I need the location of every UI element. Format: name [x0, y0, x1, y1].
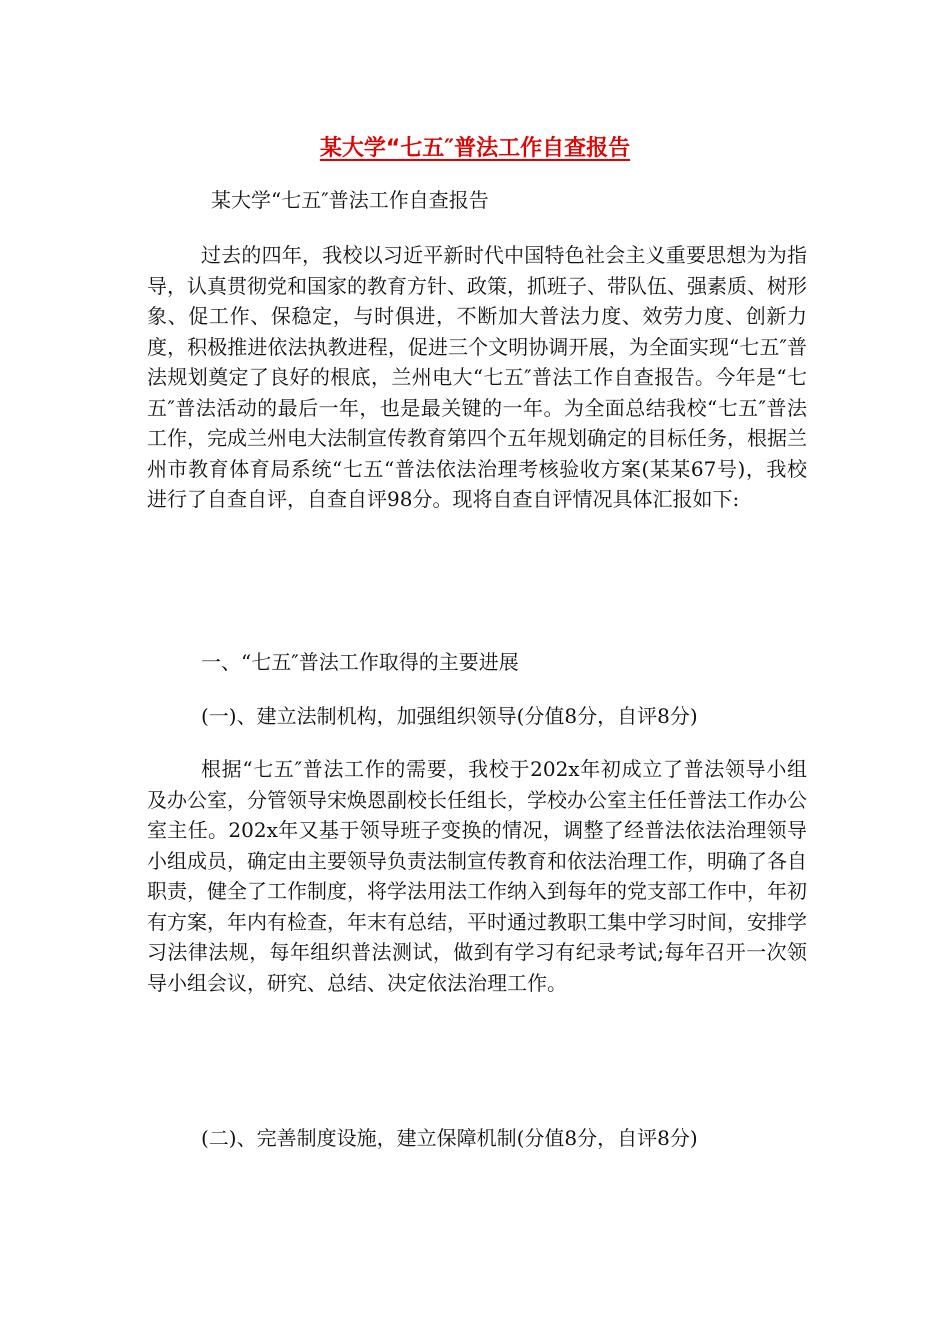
subsection-heading-system: (二)、完善制度设施，建立保障机制(分值8分，自评8分) — [201, 1126, 698, 1150]
document-title: 某大学“七五″普法工作自查报告 — [319, 136, 631, 161]
section-heading-progress: 一、“七五″普法工作取得的主要进展 — [201, 650, 519, 674]
intro-paragraph: 过去的四年，我校以习近平新时代中国特色社会主义重要思想为为指导，认真贯彻党和国家的教育方针、政策，抓班子、带队伍、强素质、树形象、促工作、保稳定，与时俱进，不断加大普法力度、效劳力度、创新力度，积极推进依法执教进程，促进三个文明协调开展，为全面实现“七五″普法规划奠定了良好的根底，兰州电大“七五″普法工作自查报告。今年是“七五″普法活动的最后一年，也是最关键的一年。为全面总结我校“七五″普法工作，完成兰州电大法制宣传教育第四个五年规划确定的目标任务，根据兰州市教育体育局系统“七五“普法依法治理考核验收方案(某某67号)，我校进行了自查自评，自查自评98分。现将自查自评情况具体汇报如下: — [147, 243, 807, 511]
document-subtitle: 某大学“七五″普法工作自查报告 — [211, 188, 489, 212]
subsection-heading-organization: (一)、建立法制机构，加强组织领导(分值8分，自评8分) — [201, 704, 698, 728]
organization-paragraph: 根据“七五″普法工作的需要，我校于202x年初成立了普法领导小组及办公室，分管领导宋焕恩副校长任组长，学校办公室主任任普法工作办公室主任。202x年又基于领导班子变换的情况，调整了经普法依法治理领导小组成员，确定由主要领导负责法制宣传教育和依法治理工作，明确了各自职责，健全了工作制度，将学法用法工作纳入到每年的党支部工作中，年初有方案，年内有检查，年末有总结，平时通过教职工集中学习时间，安排学习法律法规，每年组织普法测试，做到有学习有纪录考试;每年召开一次领导小组会议，研究、总结、决定依法治理工作。 — [147, 757, 807, 995]
